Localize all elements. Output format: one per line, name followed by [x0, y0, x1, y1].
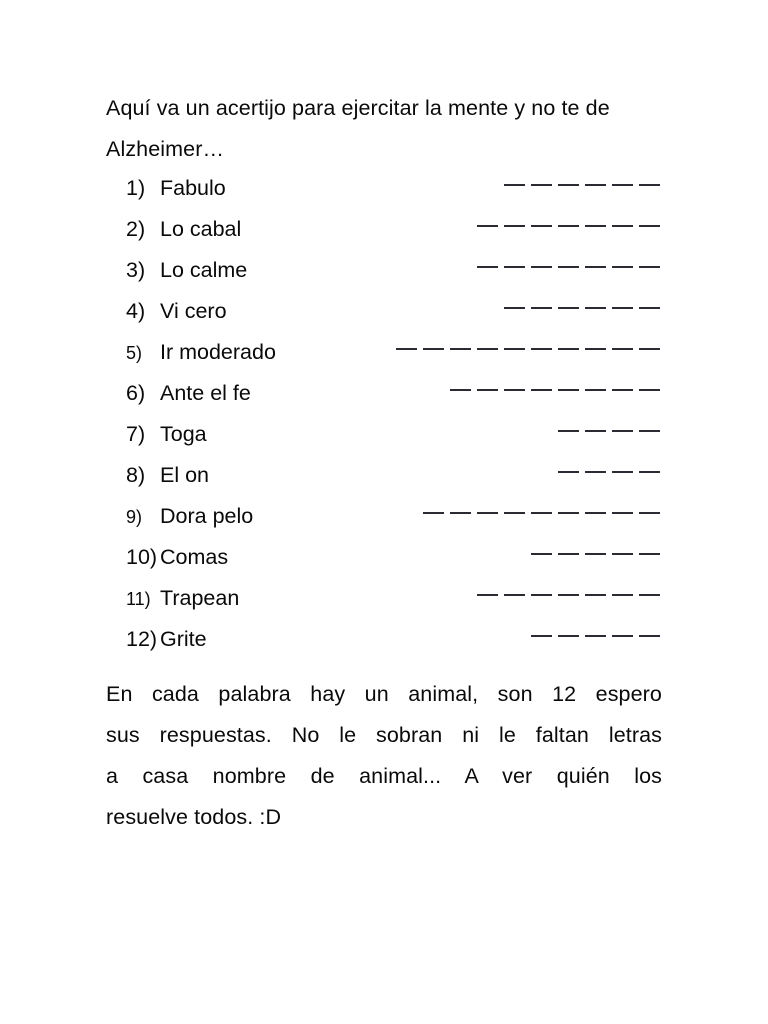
puzzle-item-number: 5) [126, 343, 143, 363]
puzzle-item-blanks[interactable] [247, 258, 662, 283]
answer-blank[interactable] [585, 348, 606, 350]
answer-blank[interactable] [477, 389, 498, 391]
puzzle-item-word: Fabulo [160, 176, 226, 200]
puzzle-item [106, 586, 662, 627]
puzzle-item-blanks[interactable] [239, 586, 662, 611]
puzzle-item-word: Vi cero [160, 299, 227, 323]
answer-blank[interactable] [504, 266, 525, 268]
answer-blank[interactable] [639, 430, 660, 432]
answer-blank[interactable] [585, 553, 606, 555]
puzzle-item-number: 1) [126, 176, 146, 200]
puzzle-item-word: Trapean [160, 586, 240, 610]
intro-paragraph: Aquí va un acertijo para ejercitar la mente y no te de Alzheimer… [106, 96, 615, 161]
answer-blank[interactable] [504, 307, 525, 309]
answer-blank[interactable] [531, 512, 552, 514]
answer-blank[interactable] [612, 430, 633, 432]
answer-blank[interactable] [612, 635, 633, 637]
answer-blank[interactable] [639, 225, 660, 227]
answer-blank[interactable] [423, 512, 444, 514]
puzzle-item-word: Dora pelo [160, 504, 254, 528]
puzzle-item-blanks[interactable] [241, 217, 662, 242]
answer-blank[interactable] [558, 389, 579, 391]
answer-blank[interactable] [639, 307, 660, 309]
answer-blank[interactable] [477, 512, 498, 514]
puzzle-item-word: Ante el fe [160, 381, 251, 405]
answer-blank[interactable] [396, 348, 417, 350]
puzzle-item-number: 7) [126, 422, 146, 446]
answer-blank[interactable] [531, 389, 552, 391]
answer-blank[interactable] [612, 553, 633, 555]
puzzle-item [106, 422, 662, 463]
answer-blank[interactable] [585, 389, 606, 391]
puzzle-item-word: Grite [160, 627, 207, 651]
answer-blank[interactable] [585, 307, 606, 309]
puzzle-item-number: 4) [126, 299, 146, 323]
outro-paragraph [106, 674, 662, 838]
answer-blank[interactable] [531, 225, 552, 227]
answer-blank[interactable] [585, 266, 606, 268]
puzzle-item-number: 8) [126, 463, 146, 487]
answer-blank[interactable] [531, 307, 552, 309]
answer-blank[interactable] [639, 553, 660, 555]
puzzle-item [106, 381, 662, 422]
answer-blank[interactable] [639, 635, 660, 637]
puzzle-item-number: 9) [126, 507, 143, 527]
answer-blank[interactable] [612, 348, 633, 350]
answer-blank[interactable] [558, 266, 579, 268]
answer-blank[interactable] [612, 307, 633, 309]
answer-blank[interactable] [558, 430, 579, 432]
answer-blank[interactable] [477, 594, 498, 596]
answer-blank[interactable] [639, 471, 660, 473]
answer-blank[interactable] [639, 512, 660, 514]
answer-blank[interactable] [639, 266, 660, 268]
answer-blank[interactable] [639, 184, 660, 186]
answer-blank[interactable] [639, 348, 660, 350]
puzzle-item-word: El on [160, 463, 210, 487]
puzzle-item [106, 340, 662, 381]
puzzle-item [106, 176, 662, 217]
answer-blank[interactable] [612, 225, 633, 227]
puzzle-item-number: 2) [126, 217, 146, 241]
puzzle-item-number: 6) [126, 381, 146, 405]
answer-blank[interactable] [585, 635, 606, 637]
answer-blank[interactable] [585, 512, 606, 514]
answer-blank[interactable] [531, 348, 552, 350]
outro-line: a casa nombre de animal... A ver quién los [106, 764, 662, 788]
answer-blank[interactable] [504, 389, 525, 391]
puzzle-item-word: Toga [160, 422, 207, 446]
answer-blank[interactable] [504, 594, 525, 596]
answer-blank[interactable] [585, 594, 606, 596]
answer-blank[interactable] [585, 225, 606, 227]
answer-blank[interactable] [531, 184, 552, 186]
puzzle-item [106, 258, 662, 299]
answer-blank[interactable] [504, 225, 525, 227]
answer-blank[interactable] [558, 512, 579, 514]
answer-blank[interactable] [504, 184, 525, 186]
answer-blank[interactable] [612, 389, 633, 391]
answer-blank[interactable] [612, 471, 633, 473]
puzzle-item [106, 463, 662, 504]
answer-blank[interactable] [531, 266, 552, 268]
answer-blank[interactable] [612, 184, 633, 186]
puzzle-item-blanks[interactable] [276, 340, 662, 365]
outro-line: En cada palabra hay un animal, son 12 espero [106, 682, 662, 706]
puzzle-item-blanks[interactable] [227, 299, 662, 324]
answer-blank[interactable] [558, 635, 579, 637]
document-content [106, 88, 662, 838]
answer-blank[interactable] [558, 594, 579, 596]
puzzle-item-word: Lo calme [160, 258, 248, 282]
puzzle-list [106, 176, 662, 668]
puzzle-item-blanks[interactable] [253, 504, 662, 529]
answer-blank[interactable] [558, 184, 579, 186]
answer-blank[interactable] [477, 225, 498, 227]
puzzle-item-number: 11) [126, 589, 151, 609]
answer-blank[interactable] [612, 512, 633, 514]
outro-line: resuelve todos. :D [106, 805, 282, 829]
answer-blank[interactable] [558, 225, 579, 227]
puzzle-item [106, 217, 662, 258]
puzzle-item-word: Comas [160, 545, 229, 569]
answer-blank[interactable] [423, 348, 444, 350]
puzzle-item [106, 545, 662, 586]
answer-blank[interactable] [585, 184, 606, 186]
puzzle-item-blanks[interactable] [207, 627, 662, 652]
answer-blank[interactable] [477, 266, 498, 268]
answer-blank[interactable] [531, 635, 552, 637]
answer-blank[interactable] [450, 389, 471, 391]
puzzle-item [106, 299, 662, 340]
answer-blank[interactable] [558, 553, 579, 555]
answer-blank[interactable] [612, 266, 633, 268]
puzzle-item-word: Lo cabal [160, 217, 242, 241]
puzzle-item-number: 12) [126, 627, 158, 651]
puzzle-item-number: 10) [126, 545, 158, 569]
puzzle-item-blanks[interactable] [251, 381, 662, 406]
answer-blank[interactable] [558, 307, 579, 309]
answer-blank[interactable] [639, 594, 660, 596]
answer-blank[interactable] [558, 348, 579, 350]
answer-blank[interactable] [450, 512, 471, 514]
puzzle-item-word: Ir moderado [160, 340, 276, 364]
answer-blank[interactable] [558, 471, 579, 473]
answer-blank[interactable] [639, 389, 660, 391]
answer-blank[interactable] [504, 348, 525, 350]
answer-blank[interactable] [612, 594, 633, 596]
answer-blank[interactable] [477, 348, 498, 350]
puzzle-item-blanks[interactable] [226, 176, 662, 201]
puzzle-item-blanks[interactable] [228, 545, 662, 570]
outro-line: sus respuestas. No le sobran ni le faltan letras [106, 723, 662, 747]
puzzle-item-number: 3) [126, 258, 146, 282]
answer-blank[interactable] [504, 512, 525, 514]
puzzle-item-blanks[interactable] [209, 463, 662, 488]
answer-blank[interactable] [585, 471, 606, 473]
puzzle-item [106, 627, 662, 668]
puzzle-item [106, 504, 662, 545]
answer-blank[interactable] [450, 348, 471, 350]
puzzle-item-blanks[interactable] [207, 422, 662, 447]
answer-blank[interactable] [585, 430, 606, 432]
answer-blank[interactable] [531, 594, 552, 596]
answer-blank[interactable] [531, 553, 552, 555]
